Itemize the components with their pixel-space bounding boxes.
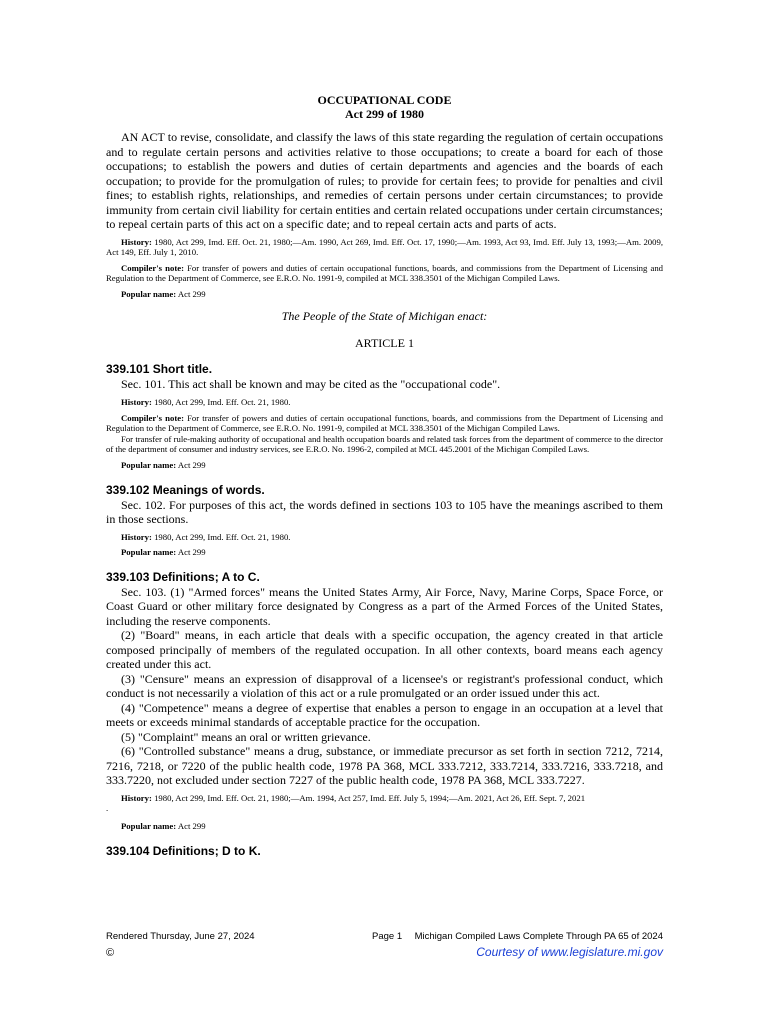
history-text: 1980, Act 299, Imd. Eff. Oct. 21, 1980.	[154, 531, 291, 542]
document-title: OCCUPATIONAL CODE	[317, 93, 452, 107]
document-page	[106, 93, 663, 859]
popular-name	[106, 547, 663, 558]
definition-paragraph: (5) "Complaint" means an oral or written grievance.	[121, 729, 371, 744]
page-number: Page 1	[372, 931, 403, 942]
compiler-text: For transfer of powers and duties of certain occupational functions, boards, and commissions from the Department of Licensing and Regulation to the Department of Commerce, see E.R.O. No. 1991-9, compiled at MCL 338.3501 of the Michigan Compiled Laws.	[106, 412, 664, 434]
history-note	[106, 237, 663, 258]
popular-label: Popular name:	[121, 459, 177, 470]
section-body-101: Sec. 101. This act shall be known and may be cited as the "occupational code".	[121, 377, 501, 392]
copyright-symbol: ©	[106, 947, 115, 959]
compiler-text: For transfer of powers and duties of certain occupational functions, boards, and commissions from the Department of Licensing and Regulation to the Department of Commerce, see E.R.O. No. 1991-9, compiled at MCL 338.3501 of the Michigan Compiled Laws.	[106, 262, 664, 284]
section-title-102: 339.102 Meanings of words.	[106, 482, 265, 497]
history-label: History:	[121, 792, 152, 803]
history-label: History:	[121, 396, 152, 407]
compiler-note	[106, 263, 663, 284]
definition-paragraph: Sec. 103. (1) "Armed forces" means the United States Army, Air Force, Navy, Marine Corps, Space Force, or Coast Guard or other military force designated by Congress as a part of the Armed Forces of the United States, including the reserve components.	[106, 584, 663, 628]
definition-paragraph: (4) "Competence" means a degree of expertise that enables a person to engage in an occupation at a level that meets or exceeds minimal standards of acceptable practice for the occupation.	[106, 700, 663, 730]
popular-text: Act 299	[177, 821, 206, 832]
popular-name	[106, 289, 663, 300]
compiler-note-continued: For transfer of rule-making authority of occupational and health occupation boards and related task forces from the department of commerce to the director of the department of consumer and industry services, see E.R.O. No. 1996-2, compiled at MCL 445.2001 of the Michigan Compiled Laws.	[106, 433, 663, 455]
popular-label: Popular name:	[121, 288, 177, 299]
history-text: 1980, Act 299, Imd. Eff. Oct. 21, 1980;—Am. 1994, Act 257, Imd. Eff. July 5, 1994;—Am. 2021, Act 26, Eff. Sept. 7, 2021	[154, 792, 586, 803]
popular-text: Act 299	[177, 288, 206, 299]
section-title-103: 339.103 Definitions; A to C.	[106, 569, 260, 584]
history-note	[106, 532, 663, 543]
compiler-label: Compiler's note:	[121, 412, 184, 423]
document-subtitle: Act 299 of 1980	[345, 107, 424, 121]
article-heading: ARTICLE 1	[355, 336, 414, 351]
trailing-period: .	[106, 803, 109, 814]
section-title-101: 339.101 Short title.	[106, 362, 213, 377]
history-text: 1980, Act 299, Imd. Eff. Oct. 21, 1980.	[154, 396, 291, 407]
popular-name	[106, 460, 663, 471]
history-text: 1980, Act 299, Imd. Eff. Oct. 21, 1980;—Am. 1990, Act 269, Imd. Eff. Oct. 17, 1990;—Am. 1993, Act 93, Imd. Eff. July 13, 1993;—Am. 2009, Act 149, Eff. July 1, 2010.	[106, 236, 663, 258]
popular-label: Popular name:	[121, 547, 177, 558]
compiled-through: Michigan Compiled Laws Complete Through PA 65 of 2024	[414, 931, 663, 942]
popular-name	[106, 821, 663, 832]
definition-paragraph: (3) "Censure" means an expression of disapproval of a licensee's or registrant's professional conduct, which conduct is not necessarily a violation of this act or a rule promulgated or an order issued under this act.	[106, 671, 663, 701]
history-label: History:	[121, 531, 152, 542]
definition-paragraph: (6) "Controlled substance" means a drug, substance, or immediate precursor as set forth in section 7212, 7214, 7216, 7218, or 7220 of the public health code, 1978 PA 368, MCL 333.7212, 333.7214, 333.7216, 333.7218, and 333.7220, not excluded under section 7227 of the public health code, 1978 PA 368, MCL 333.7227.	[106, 744, 663, 788]
history-note	[106, 397, 663, 408]
history-label: History:	[121, 236, 152, 247]
rendered-date: Rendered Thursday, June 27, 2024	[106, 931, 255, 942]
definition-paragraph: (2) "Board" means, in each article that deals with a specific occupation, the agency created in that article composed principally of members of the regulated occupation. In all other contexts, board means each agency created under this act.	[106, 628, 663, 672]
act-title-paragraph: AN ACT to revise, consolidate, and classify the laws of this state regarding the regulation of certain occupations and to regulate certain persons and activities relative to those occupations; to create a board for each of those occupations; to establish the powers and duties of certain departments and agencies and the boards of each occupation; to provide for the promulgation of rules; to provide for certain fees; to provide for penalties and civil fines; to establish rights, relationships, and remedies of certain persons under certain circumstances; to provide immunity from certain civil liability for certain entities and certain related occupations under certain circumstances; to repeal certain parts of this act on a specific date; and to repeal certain acts and parts of acts.	[106, 130, 663, 231]
compiler-label: Compiler's note:	[121, 262, 184, 273]
history-note	[106, 793, 663, 804]
popular-label: Popular name:	[121, 821, 177, 832]
popular-text: Act 299	[177, 547, 206, 558]
section-body-102: Sec. 102. For purposes of this act, the words defined in sections 103 to 105 have the meanings ascribed to them in those sections.	[106, 497, 663, 527]
compiler-note	[106, 413, 663, 434]
courtesy-link[interactable]: Courtesy of www.legislature.mi.gov	[476, 945, 663, 959]
section-title-104: 339.104 Definitions; D to K.	[106, 843, 261, 858]
enacting-clause: The People of the State of Michigan enact:	[281, 309, 488, 324]
popular-text: Act 299	[177, 459, 206, 470]
